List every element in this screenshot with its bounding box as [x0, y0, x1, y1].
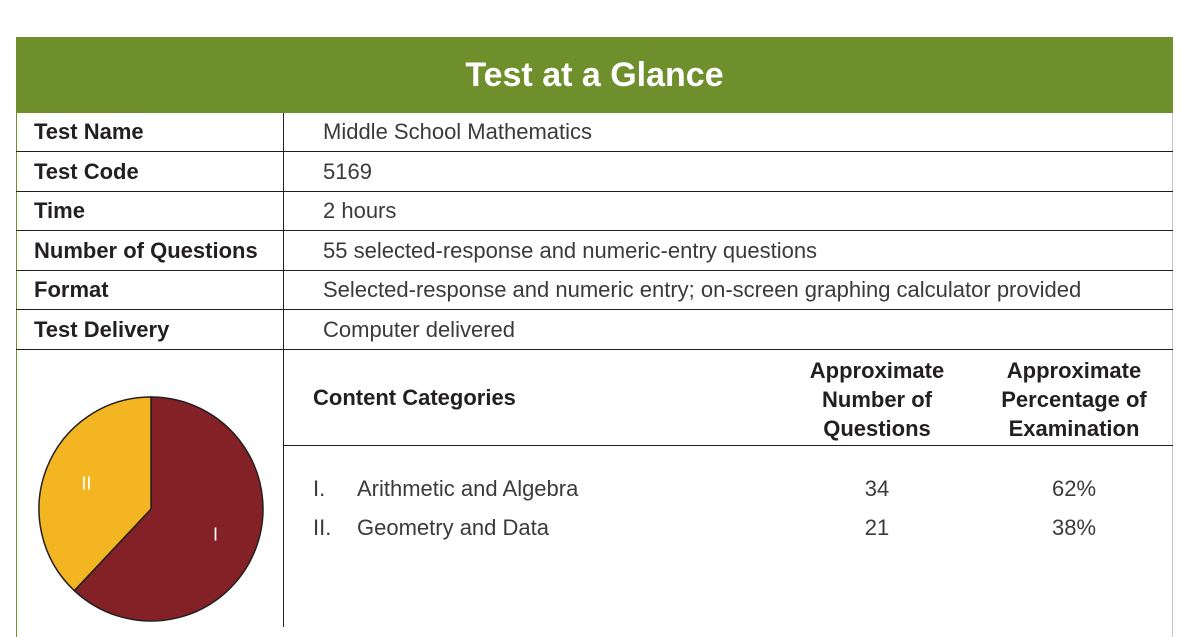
pie-chart: [30, 388, 270, 628]
info-row-test-code: [16, 153, 1173, 192]
page-title: [16, 37, 1173, 113]
category-questions: 21: [864, 515, 890, 540]
row-value: 2 hours: [323, 198, 397, 223]
info-row-number-of-questions: [16, 232, 1173, 271]
row-label: Format: [34, 277, 109, 302]
questions-heading: Approximate Number of Questions: [809, 358, 945, 441]
category-row: [284, 510, 1173, 546]
row-value: Selected-response and numeric entry; on-screen graphing calculator provided: [323, 277, 1082, 302]
pie-label-I: I: [213, 524, 219, 545]
row-label: Number of Questions: [34, 238, 258, 263]
category-questions: 34: [864, 476, 890, 501]
info-row-test-delivery: [16, 311, 1173, 350]
category-name: Geometry and Data: [357, 515, 549, 540]
info-row-test-name: [16, 113, 1173, 152]
row-value: Computer delivered: [323, 317, 515, 342]
title-text: Test at a Glance: [465, 55, 724, 94]
row-label: Test Delivery: [34, 317, 170, 342]
info-row-format: [16, 271, 1173, 310]
category-name: Arithmetic and Algebra: [357, 476, 579, 501]
pie-label-II: II: [81, 473, 92, 494]
info-row-time: [16, 192, 1173, 231]
row-value: 55 selected-response and numeric-entry questions: [323, 238, 818, 263]
row-value: 5169: [323, 159, 372, 184]
category-row: [284, 471, 1173, 507]
categories-header: [284, 350, 1173, 446]
category-numeral: II.: [313, 515, 332, 540]
category-percentage: 62%: [1051, 476, 1097, 501]
row-label: Test Code: [34, 159, 139, 184]
categories-heading: Content Categories: [313, 385, 516, 410]
row-label: Time: [34, 198, 85, 223]
percentage-heading: Approximate Percentage of Examination: [1001, 358, 1147, 441]
row-value: Middle School Mathematics: [323, 119, 593, 144]
row-label: Test Name: [34, 119, 144, 144]
category-percentage: 38%: [1051, 515, 1097, 540]
category-numeral: I.: [313, 476, 326, 501]
